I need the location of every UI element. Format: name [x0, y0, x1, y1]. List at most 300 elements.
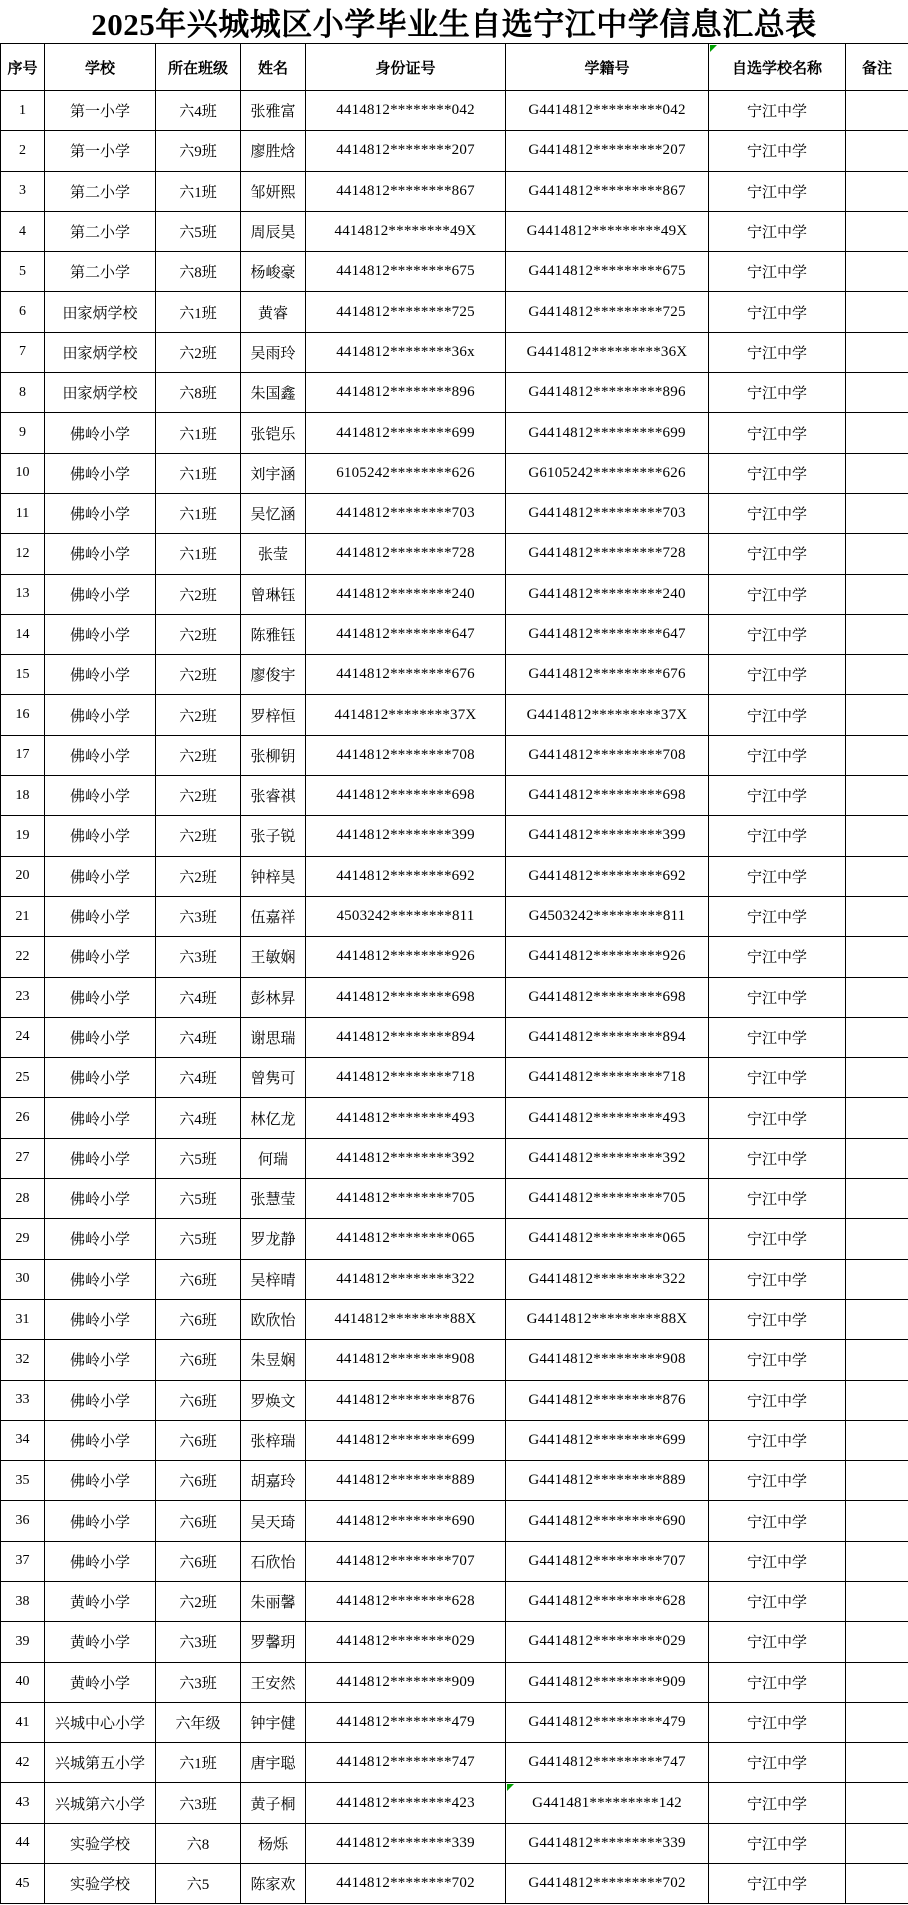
table-row: [1, 1501, 908, 1541]
table-row: [1, 91, 908, 131]
cell-chosen-school: 宁江中学: [709, 1017, 846, 1057]
cell-student-name: 朱昱娴: [241, 1340, 306, 1380]
cell-serial-number: 13: [1, 574, 45, 614]
cell-id-number: 4414812********479: [306, 1702, 506, 1742]
cell-chosen-school: 宁江中学: [709, 655, 846, 695]
cell-id-number: 4414812********707: [306, 1541, 506, 1581]
cell-school: 佛岭小学: [45, 1541, 156, 1581]
column-header-sid: 学籍号: [506, 44, 709, 91]
column-header-name: 姓名: [241, 44, 306, 91]
cell-remark: [846, 1179, 908, 1219]
cell-class: 六2班: [156, 655, 241, 695]
cell-student-name: 王敏娴: [241, 937, 306, 977]
cell-chosen-school: 宁江中学: [709, 1259, 846, 1299]
column-header-school: 学校: [45, 44, 156, 91]
cell-student-name: 杨峻豪: [241, 252, 306, 292]
cell-student-name: 吴梓晴: [241, 1259, 306, 1299]
cell-chosen-school: 宁江中学: [709, 896, 846, 936]
cell-student-name: 罗馨玥: [241, 1622, 306, 1662]
cell-student-name: 张莹: [241, 534, 306, 574]
cell-school: 佛岭小学: [45, 1017, 156, 1057]
cell-student-name: 黄睿: [241, 292, 306, 332]
cell-school: 第二小学: [45, 171, 156, 211]
table-row: [1, 1622, 908, 1662]
cell-student-name: 何瑞: [241, 1138, 306, 1178]
cell-serial-number: 15: [1, 655, 45, 695]
cell-student-registration-number: G4414812*********699: [506, 413, 709, 453]
cell-school: 实验学校: [45, 1823, 156, 1863]
cell-class: 六6班: [156, 1420, 241, 1460]
cell-remark: [846, 896, 908, 936]
cell-chosen-school: 宁江中学: [709, 574, 846, 614]
cell-chosen-school: 宁江中学: [709, 1662, 846, 1702]
cell-id-number: 4414812********207: [306, 131, 506, 171]
table-row: [1, 1864, 908, 1904]
cell-remark: [846, 453, 908, 493]
cell-serial-number: 40: [1, 1662, 45, 1702]
cell-student-registration-number: G4414812*********322: [506, 1259, 709, 1299]
cell-student-name: 张柳钥: [241, 735, 306, 775]
cell-chosen-school: 宁江中学: [709, 1702, 846, 1742]
cell-class: 六4班: [156, 91, 241, 131]
cell-student-registration-number: G4414812*********702: [506, 1864, 709, 1904]
cell-school: 黄岭小学: [45, 1662, 156, 1702]
cell-chosen-school: 宁江中学: [709, 1461, 846, 1501]
cell-student-name: 朱丽馨: [241, 1581, 306, 1621]
cell-chosen-school: 宁江中学: [709, 977, 846, 1017]
cell-school: 佛岭小学: [45, 1501, 156, 1541]
table-row: [1, 373, 908, 413]
cell-id-number: 4414812********042: [306, 91, 506, 131]
cell-remark: [846, 816, 908, 856]
cell-student-name: 陈家欢: [241, 1864, 306, 1904]
cell-remark: [846, 1501, 908, 1541]
cell-class: 六1班: [156, 1743, 241, 1783]
cell-class: 六1班: [156, 413, 241, 453]
cell-student-name: 王安然: [241, 1662, 306, 1702]
cell-chosen-school: 宁江中学: [709, 332, 846, 372]
cell-chosen-school: 宁江中学: [709, 1179, 846, 1219]
cell-chosen-school: 宁江中学: [709, 1098, 846, 1138]
cell-serial-number: 26: [1, 1098, 45, 1138]
cell-student-registration-number: G4414812*********707: [506, 1541, 709, 1581]
cell-school: 佛岭小学: [45, 896, 156, 936]
cell-id-number: 4414812********876: [306, 1380, 506, 1420]
cell-school: 兴城中心小学: [45, 1702, 156, 1742]
cell-student-registration-number: G4414812*********37X: [506, 695, 709, 735]
cell-student-registration-number: G4503242*********811: [506, 896, 709, 936]
table-row: [1, 1743, 908, 1783]
cell-id-number: 4414812********37X: [306, 695, 506, 735]
cell-chosen-school: 宁江中学: [709, 1380, 846, 1420]
cell-school: 佛岭小学: [45, 1420, 156, 1460]
cell-serial-number: 34: [1, 1420, 45, 1460]
cell-class: 六4班: [156, 1058, 241, 1098]
cell-school: 佛岭小学: [45, 1380, 156, 1420]
cell-serial-number: 24: [1, 1017, 45, 1057]
table-row: [1, 735, 908, 775]
table-row: [1, 493, 908, 533]
cell-remark: [846, 1823, 908, 1863]
cell-school: 佛岭小学: [45, 1340, 156, 1380]
cell-serial-number: 1: [1, 91, 45, 131]
cell-serial-number: 18: [1, 776, 45, 816]
cell-serial-number: 30: [1, 1259, 45, 1299]
table-row: [1, 1138, 908, 1178]
cell-chosen-school: 宁江中学: [709, 252, 846, 292]
cell-school: 兴城第五小学: [45, 1743, 156, 1783]
column-header-id: 身份证号: [306, 44, 506, 91]
table-row: [1, 1823, 908, 1863]
cell-class: 六5班: [156, 1179, 241, 1219]
cell-student-registration-number: G4414812*********908: [506, 1340, 709, 1380]
cell-id-number: 4414812********392: [306, 1138, 506, 1178]
cell-serial-number: 41: [1, 1702, 45, 1742]
cell-class: 六5班: [156, 1138, 241, 1178]
cell-class: 六6班: [156, 1380, 241, 1420]
table-row: [1, 332, 908, 372]
cell-student-registration-number: G4414812*********647: [506, 614, 709, 654]
table-header-row: [1, 44, 908, 91]
cell-class: 六2班: [156, 1581, 241, 1621]
cell-remark: [846, 1702, 908, 1742]
cell-student-registration-number: G4414812*********699: [506, 1420, 709, 1460]
cell-student-name: 钟梓昊: [241, 856, 306, 896]
cell-serial-number: 43: [1, 1783, 45, 1823]
cell-student-name: 林亿龙: [241, 1098, 306, 1138]
cell-school: 黄岭小学: [45, 1581, 156, 1621]
cell-id-number: 4414812********698: [306, 977, 506, 1017]
cell-chosen-school: 宁江中学: [709, 1299, 846, 1339]
table-row: [1, 937, 908, 977]
cell-student-registration-number: G4414812*********705: [506, 1179, 709, 1219]
cell-remark: [846, 1138, 908, 1178]
cell-school: 佛岭小学: [45, 735, 156, 775]
table-row: [1, 574, 908, 614]
cell-student-name: 张雅富: [241, 91, 306, 131]
table-row: [1, 655, 908, 695]
cell-serial-number: 42: [1, 1743, 45, 1783]
cell-school: 佛岭小学: [45, 493, 156, 533]
column-header-class: 所在班级: [156, 44, 241, 91]
cell-chosen-school: 宁江中学: [709, 1743, 846, 1783]
cell-chosen-school: 宁江中学: [709, 614, 846, 654]
cell-remark: [846, 735, 908, 775]
cell-serial-number: 23: [1, 977, 45, 1017]
cell-student-registration-number: G4414812*********909: [506, 1662, 709, 1702]
cell-id-number: 4414812********747: [306, 1743, 506, 1783]
cell-id-number: 4414812********889: [306, 1461, 506, 1501]
table-row: [1, 1219, 908, 1259]
cell-student-registration-number: G4414812*********029: [506, 1622, 709, 1662]
cell-class: 六5班: [156, 1219, 241, 1259]
cell-school: 佛岭小学: [45, 574, 156, 614]
cell-chosen-school: 宁江中学: [709, 1058, 846, 1098]
cell-student-registration-number: G4414812*********88X: [506, 1299, 709, 1339]
table-row: [1, 1098, 908, 1138]
cell-student-registration-number: G4414812*********36X: [506, 332, 709, 372]
cell-id-number: 4414812********493: [306, 1098, 506, 1138]
cell-class: 六3班: [156, 896, 241, 936]
cell-student-name: 谢思瑞: [241, 1017, 306, 1057]
cell-id-number: 4414812********322: [306, 1259, 506, 1299]
table-row: [1, 292, 908, 332]
cell-id-number: 4414812********896: [306, 373, 506, 413]
cell-id-number: 4414812********88X: [306, 1299, 506, 1339]
cell-remark: [846, 937, 908, 977]
cell-student-registration-number: G4414812*********240: [506, 574, 709, 614]
cell-class: 六4班: [156, 1017, 241, 1057]
cell-serial-number: 11: [1, 493, 45, 533]
cell-student-registration-number: G4414812*********493: [506, 1098, 709, 1138]
cell-class: 六6班: [156, 1259, 241, 1299]
cell-remark: [846, 1017, 908, 1057]
column-header-remark: 备注: [846, 44, 908, 91]
cell-serial-number: 10: [1, 453, 45, 493]
cell-serial-number: 39: [1, 1622, 45, 1662]
cell-school: 佛岭小学: [45, 413, 156, 453]
cell-chosen-school: 宁江中学: [709, 373, 846, 413]
cell-remark: [846, 373, 908, 413]
table-row: [1, 1299, 908, 1339]
cell-id-number: 4414812********699: [306, 413, 506, 453]
cell-student-name: 陈雅钰: [241, 614, 306, 654]
cell-remark: [846, 171, 908, 211]
cell-school: 佛岭小学: [45, 977, 156, 1017]
cell-id-number: 4414812********647: [306, 614, 506, 654]
cell-serial-number: 29: [1, 1219, 45, 1259]
cell-remark: [846, 332, 908, 372]
cell-serial-number: 28: [1, 1179, 45, 1219]
cell-chosen-school: 宁江中学: [709, 211, 846, 251]
cell-school: 黄岭小学: [45, 1622, 156, 1662]
cell-serial-number: 44: [1, 1823, 45, 1863]
cell-class: 六2班: [156, 776, 241, 816]
cell-student-registration-number: G4414812*********698: [506, 776, 709, 816]
cell-student-name: 唐宇聪: [241, 1743, 306, 1783]
cell-serial-number: 19: [1, 816, 45, 856]
cell-remark: [846, 1420, 908, 1460]
cell-chosen-school: 宁江中学: [709, 1823, 846, 1863]
cell-school: 佛岭小学: [45, 1098, 156, 1138]
table-row: [1, 453, 908, 493]
cell-id-number: 4414812********867: [306, 171, 506, 211]
cell-chosen-school: 宁江中学: [709, 1138, 846, 1178]
cell-chosen-school: 宁江中学: [709, 776, 846, 816]
cell-student-registration-number: G4414812*********675: [506, 252, 709, 292]
cell-remark: [846, 1058, 908, 1098]
cell-remark: [846, 1340, 908, 1380]
column-header-no: 序号: [1, 44, 45, 91]
cell-student-name: 罗焕文: [241, 1380, 306, 1420]
cell-student-registration-number: G4414812*********690: [506, 1501, 709, 1541]
cell-id-number: 4414812********725: [306, 292, 506, 332]
cell-school: 佛岭小学: [45, 534, 156, 574]
table-row: [1, 977, 908, 1017]
cell-remark: [846, 131, 908, 171]
cell-class: 六2班: [156, 614, 241, 654]
cell-student-registration-number: G4414812*********065: [506, 1219, 709, 1259]
cell-school: 佛岭小学: [45, 1179, 156, 1219]
cell-class: 六3班: [156, 1622, 241, 1662]
cell-chosen-school: 宁江中学: [709, 413, 846, 453]
cell-school: 佛岭小学: [45, 655, 156, 695]
cell-serial-number: 2: [1, 131, 45, 171]
cell-student-name: 张慧莹: [241, 1179, 306, 1219]
cell-remark: [846, 1380, 908, 1420]
cell-chosen-school: 宁江中学: [709, 816, 846, 856]
cell-class: 六6班: [156, 1541, 241, 1581]
cell-class: 六6班: [156, 1461, 241, 1501]
cell-serial-number: 38: [1, 1581, 45, 1621]
table-row: [1, 1420, 908, 1460]
cell-student-registration-number: G4414812*********896: [506, 373, 709, 413]
cell-remark: [846, 574, 908, 614]
cell-id-number: 4414812********628: [306, 1581, 506, 1621]
cell-student-registration-number: G4414812*********894: [506, 1017, 709, 1057]
table-row: [1, 1541, 908, 1581]
cell-class: 六1班: [156, 453, 241, 493]
cell-chosen-school: 宁江中学: [709, 937, 846, 977]
cell-student-name: 张铠乐: [241, 413, 306, 453]
cell-chosen-school: 宁江中学: [709, 493, 846, 533]
cell-id-number: 4414812********718: [306, 1058, 506, 1098]
cell-remark: [846, 1541, 908, 1581]
cell-serial-number: 22: [1, 937, 45, 977]
cell-chosen-school: 宁江中学: [709, 534, 846, 574]
cell-id-number: 4414812********49X: [306, 211, 506, 251]
cell-student-name: 曾琳钰: [241, 574, 306, 614]
cell-student-registration-number: G4414812*********703: [506, 493, 709, 533]
cell-remark: [846, 252, 908, 292]
cell-id-number: 4414812********399: [306, 816, 506, 856]
cell-student-registration-number: G4414812*********399: [506, 816, 709, 856]
cell-student-registration-number: G441481*********142: [506, 1783, 709, 1823]
cell-id-number: 4414812********708: [306, 735, 506, 775]
cell-school: 佛岭小学: [45, 856, 156, 896]
cell-class: 六8班: [156, 373, 241, 413]
cell-school: 第二小学: [45, 252, 156, 292]
cell-student-registration-number: G4414812*********479: [506, 1702, 709, 1742]
cell-class: 六6班: [156, 1501, 241, 1541]
cell-school: 佛岭小学: [45, 1299, 156, 1339]
cell-class: 六1班: [156, 534, 241, 574]
cell-student-registration-number: G4414812*********747: [506, 1743, 709, 1783]
table-row: [1, 1058, 908, 1098]
cell-student-name: 伍嘉祥: [241, 896, 306, 936]
cell-serial-number: 21: [1, 896, 45, 936]
cell-id-number: 4414812********703: [306, 493, 506, 533]
summary-table: [0, 43, 908, 1904]
cell-class: 六8: [156, 1823, 241, 1863]
cell-remark: [846, 1743, 908, 1783]
cell-student-registration-number: G4414812*********676: [506, 655, 709, 695]
cell-remark: [846, 1299, 908, 1339]
cell-school: 佛岭小学: [45, 776, 156, 816]
table-row: [1, 1340, 908, 1380]
cell-id-number: 4414812********690: [306, 1501, 506, 1541]
cell-chosen-school: 宁江中学: [709, 1581, 846, 1621]
cell-remark: [846, 1662, 908, 1702]
cell-serial-number: 37: [1, 1541, 45, 1581]
cell-chosen-school: 宁江中学: [709, 1783, 846, 1823]
cell-chosen-school: 宁江中学: [709, 1420, 846, 1460]
cell-school: 佛岭小学: [45, 816, 156, 856]
cell-student-registration-number: G4414812*********728: [506, 534, 709, 574]
cell-student-name: 张睿祺: [241, 776, 306, 816]
cell-id-number: 4414812********065: [306, 1219, 506, 1259]
cell-school: 佛岭小学: [45, 937, 156, 977]
cell-student-name: 罗梓恒: [241, 695, 306, 735]
cell-id-number: 4414812********909: [306, 1662, 506, 1702]
cell-school: 实验学校: [45, 1864, 156, 1904]
cell-id-number: 4414812********676: [306, 655, 506, 695]
cell-student-registration-number: G4414812*********207: [506, 131, 709, 171]
cell-chosen-school: 宁江中学: [709, 1219, 846, 1259]
cell-student-name: 杨烁: [241, 1823, 306, 1863]
table-row: [1, 1380, 908, 1420]
cell-remark: [846, 1259, 908, 1299]
cell-serial-number: 8: [1, 373, 45, 413]
cell-chosen-school: 宁江中学: [709, 292, 846, 332]
cell-remark: [846, 534, 908, 574]
cell-class: 六1班: [156, 171, 241, 211]
cell-serial-number: 31: [1, 1299, 45, 1339]
cell-student-name: 彭林昇: [241, 977, 306, 1017]
cell-class: 六年级: [156, 1702, 241, 1742]
cell-chosen-school: 宁江中学: [709, 1541, 846, 1581]
cell-chosen-school: 宁江中学: [709, 91, 846, 131]
cell-student-name: 曾隽可: [241, 1058, 306, 1098]
table-row: [1, 211, 908, 251]
cell-student-registration-number: G4414812*********49X: [506, 211, 709, 251]
cell-remark: [846, 1219, 908, 1259]
cell-remark: [846, 413, 908, 453]
cell-serial-number: 5: [1, 252, 45, 292]
cell-remark: [846, 856, 908, 896]
cell-school: 田家炳学校: [45, 292, 156, 332]
cell-class: 六5班: [156, 211, 241, 251]
table-row: [1, 1581, 908, 1621]
cell-serial-number: 9: [1, 413, 45, 453]
cell-serial-number: 12: [1, 534, 45, 574]
cell-id-number: 4414812********36x: [306, 332, 506, 372]
cell-student-registration-number: G4414812*********708: [506, 735, 709, 775]
cell-id-number: 4414812********926: [306, 937, 506, 977]
cell-student-name: 廖俊宇: [241, 655, 306, 695]
cell-class: 六3班: [156, 1783, 241, 1823]
cell-student-registration-number: G4414812*********867: [506, 171, 709, 211]
cell-class: 六3班: [156, 937, 241, 977]
cell-serial-number: 17: [1, 735, 45, 775]
cell-chosen-school: 宁江中学: [709, 1864, 846, 1904]
table-row: [1, 413, 908, 453]
cell-student-registration-number: G6105242*********626: [506, 453, 709, 493]
cell-id-number: 4414812********699: [306, 1420, 506, 1460]
cell-chosen-school: 宁江中学: [709, 1340, 846, 1380]
cell-class: 六4班: [156, 977, 241, 1017]
table-row: [1, 1662, 908, 1702]
cell-student-name: 钟宇健: [241, 1702, 306, 1742]
cell-chosen-school: 宁江中学: [709, 735, 846, 775]
cell-school: 佛岭小学: [45, 695, 156, 735]
cell-student-registration-number: G4414812*********926: [506, 937, 709, 977]
table-row: [1, 816, 908, 856]
table-row: [1, 1461, 908, 1501]
cell-remark: [846, 493, 908, 533]
cell-school: 第二小学: [45, 211, 156, 251]
cell-student-name: 石欣怡: [241, 1541, 306, 1581]
